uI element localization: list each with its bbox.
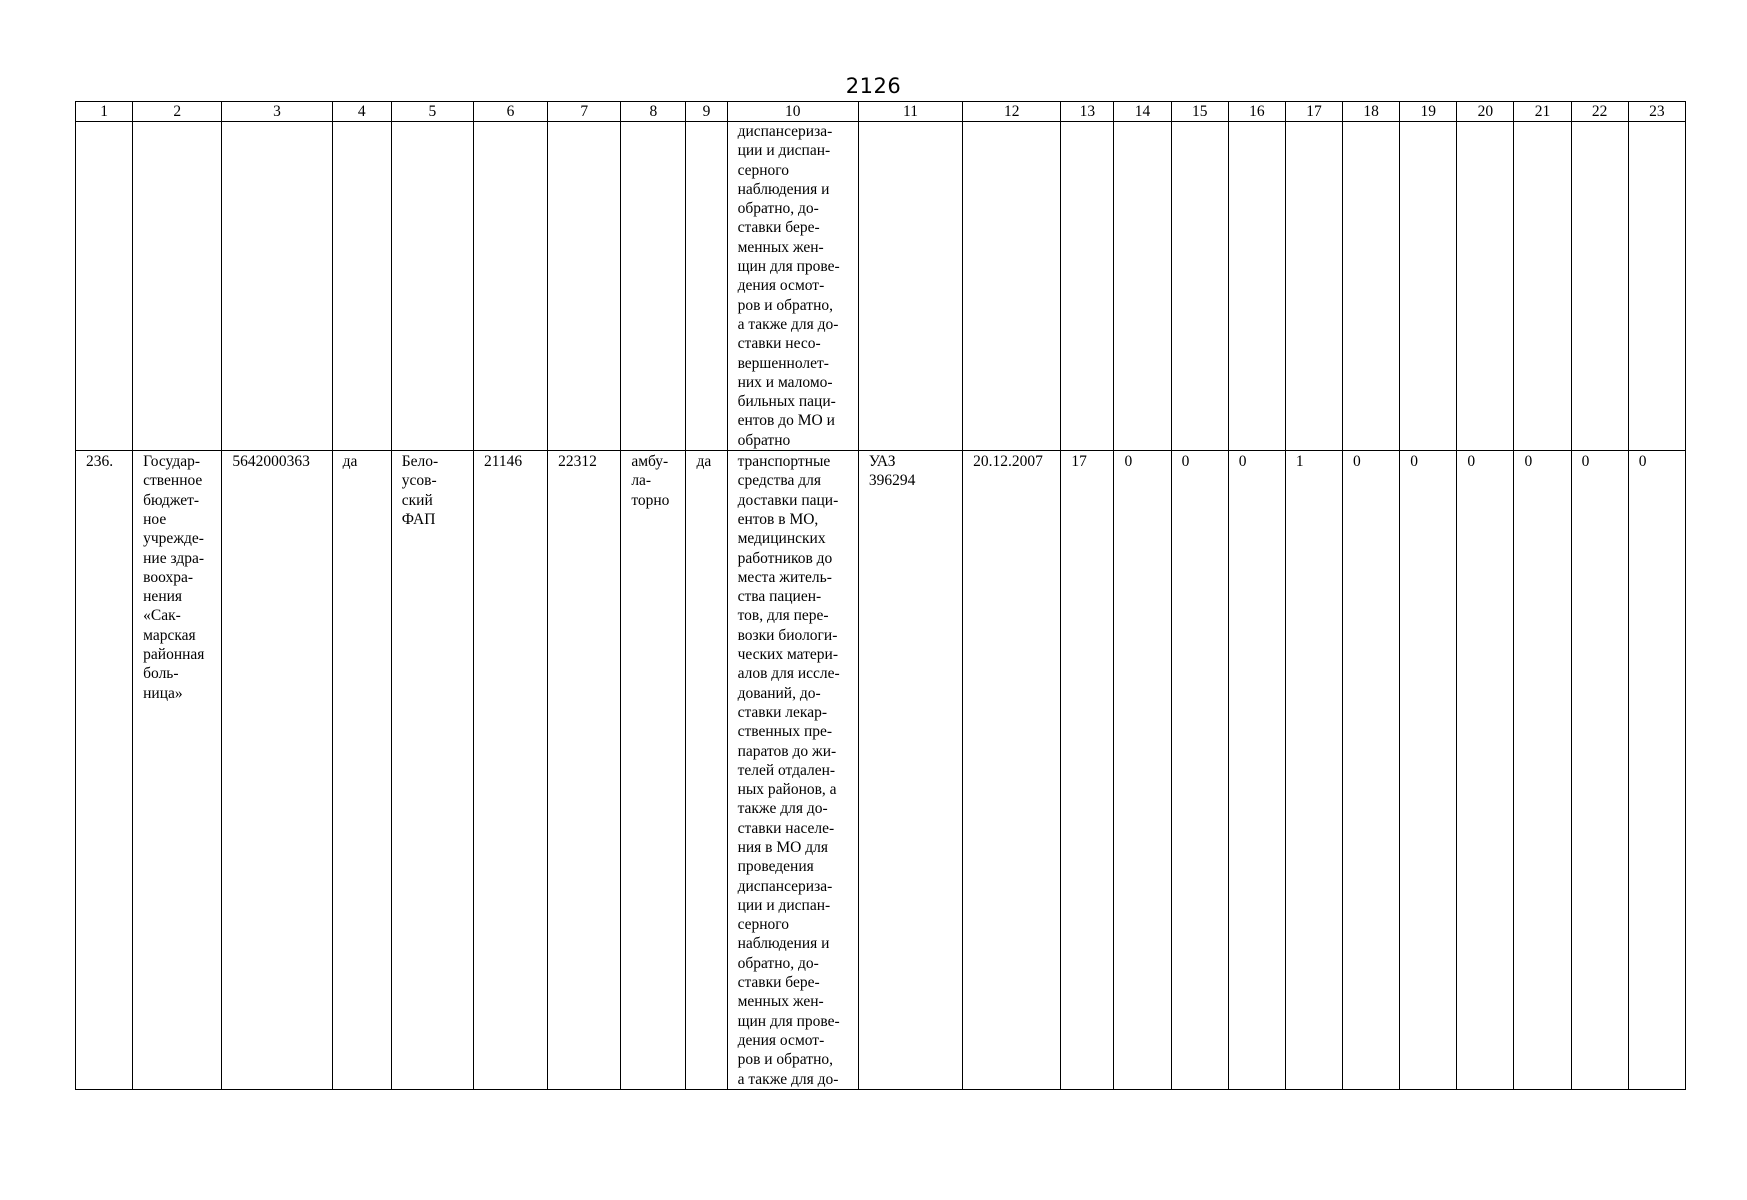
table-cell (332, 122, 391, 451)
table-cell (1285, 122, 1342, 451)
row-number-cell (76, 451, 133, 1090)
table-cell: да (686, 451, 727, 1090)
table-cell (1228, 122, 1285, 451)
column-header: 11 (858, 102, 962, 122)
table-cell (133, 122, 222, 451)
table-cell: 0 (1343, 451, 1400, 1090)
table-cell (391, 122, 473, 451)
purpose-cell (727, 451, 858, 1090)
column-header: 9 (686, 102, 727, 122)
organization-cell (133, 451, 222, 1090)
table-cell: 0 (1514, 451, 1571, 1090)
facility-cell (391, 451, 473, 1090)
table-cell (858, 122, 962, 451)
table-cell (548, 122, 621, 451)
table-cell (1400, 122, 1457, 451)
table-cell (1457, 122, 1514, 451)
table-cell: 0 (1400, 451, 1457, 1090)
table-cell (1628, 122, 1685, 451)
table-cell: 1 (1285, 451, 1342, 1090)
table-cell: 0 (1571, 451, 1628, 1090)
column-header: 23 (1628, 102, 1685, 122)
row-number: 236. (86, 453, 114, 471)
page-number: 2126 (845, 74, 902, 98)
table-cell (963, 122, 1061, 451)
column-header: 6 (473, 102, 547, 122)
column-header: 20 (1457, 102, 1514, 122)
column-header: 13 (1061, 102, 1114, 122)
column-header: 12 (963, 102, 1061, 122)
table-cell (473, 122, 547, 451)
table-cell: да (332, 451, 391, 1090)
table-cell: 0 (1171, 451, 1228, 1090)
table-row-continuation (76, 122, 1686, 451)
header-row (76, 102, 1686, 122)
table-cell: 0 (1114, 451, 1171, 1090)
vehicle-model-cell (858, 451, 962, 1090)
vehicle-model: УАЗ 396294 (868, 453, 916, 490)
table-cell (621, 122, 686, 451)
table-cell: 0 (1457, 451, 1514, 1090)
column-header: 14 (1114, 102, 1171, 122)
column-header: 3 (222, 102, 332, 122)
table-cell (1571, 122, 1628, 451)
column-header: 22 (1571, 102, 1628, 122)
date-value: 20.12.2007 (973, 453, 1043, 471)
date-cell (963, 451, 1061, 1090)
table-cell: 17 (1061, 451, 1114, 1090)
column-header: 19 (1400, 102, 1457, 122)
inn-value: 5642000363 (232, 453, 310, 471)
table-cell (686, 122, 727, 451)
table-cell (727, 122, 858, 451)
column-header: 15 (1171, 102, 1228, 122)
column-header: 2 (133, 102, 222, 122)
table-cell: 21146 (473, 451, 547, 1090)
column-header: 1 (76, 102, 133, 122)
care-type-cell: амбу- ла- торно (621, 451, 686, 1090)
column-header: 17 (1285, 102, 1342, 122)
organization-name: Государ- ственное бюджет- ное учрежде- ние здра- воохра- нения «Сак- марская районная боль- ница» (143, 453, 205, 702)
table-cell: 0 (1628, 451, 1685, 1090)
table-cell (1114, 122, 1171, 451)
table-cell (1171, 122, 1228, 451)
purpose-text: диспансериза- ции и диспан- серного наблюдения и обратно, до- ставки бере- менных жен- щин для прове- дения осмот- ров и обратно, а также для до- ставки несо- вершеннолет- них и маломо- бильных паци- ентов до МО и обратно (737, 123, 840, 449)
column-header: 4 (332, 102, 391, 122)
table-cell (1061, 122, 1114, 451)
column-header: 16 (1228, 102, 1285, 122)
purpose-text: транспортные средства для доставки паци- ентов в МО, медицинских работников до места житель- ства пациен- тов, для пере- возки биологи- ческих матери- алов для иссле- дований, до- ставки лекар- ственных пре- паратов до жи- телей отдален- ных районов, а также для до- ставки населе- ния в МО для проведения диспансериза- ции и диспан- серного наблюдения и обратно, до- ставки бере- менных жен- щин для прове- дения осмот- ров и обратно, а также для до- (737, 453, 840, 1088)
column-header: 10 (727, 102, 858, 122)
column-header: 7 (548, 102, 621, 122)
table-cell (1514, 122, 1571, 451)
table-cell (222, 122, 332, 451)
table-row-236 (76, 451, 1686, 1090)
table-cell: 0 (1228, 451, 1285, 1090)
column-header: 18 (1343, 102, 1400, 122)
table-cell (76, 122, 133, 451)
inn-cell (222, 451, 332, 1090)
facility-name: Бело- усов- ский ФАП (401, 453, 439, 528)
column-header: 21 (1514, 102, 1571, 122)
column-header: 8 (621, 102, 686, 122)
table-cell (1343, 122, 1400, 451)
data-table (75, 101, 1686, 1090)
column-header: 5 (391, 102, 473, 122)
table-cell: 22312 (548, 451, 621, 1090)
